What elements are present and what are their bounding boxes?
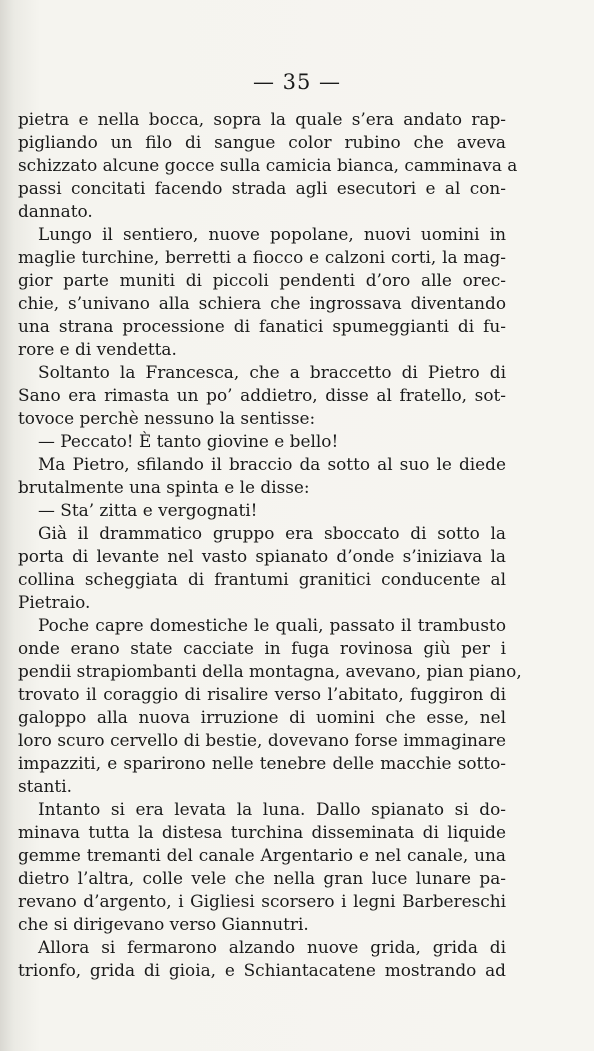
text-line: — Peccato! È tanto giovine e bello! [38,431,339,451]
text-line: Già il drammatico gruppo era sboccato di sotto la [38,523,506,543]
text-line: schizzato alcune gocce sulla camicia bianca, camminava a [18,155,518,175]
text-line: galoppo alla nuova irruzione di uomini che esse, nel [18,707,506,727]
paragraph [18,453,506,499]
text-line: onde erano state cacciate in fuga rovinosa giù per i [18,638,506,658]
text-line: loro scuro cervello di bestie, dovevano forse immaginare [18,730,506,750]
paragraph [18,499,506,522]
text-line: rore e di vendetta. [18,339,177,359]
paragraph [18,798,506,936]
text-line: chie, s’univano alla schiera che ingrossava diventando [18,293,506,313]
text-line: una strana processione di fanatici spumeggianti di fu- [18,316,506,336]
paragraph [18,614,522,798]
text-line: pigliando un filo di sangue color rubino che aveva [18,132,506,152]
text-line: maglie turchine, berretti a fiocco e calzoni corti, la mag- [18,247,506,267]
paragraph [18,936,506,982]
body-text [18,108,522,982]
text-line: stanti. [18,776,72,796]
text-line: tovoce perchè nessuno la sentisse: [18,408,316,428]
paragraph [18,522,506,614]
text-line: dannato. [18,201,93,221]
text-line: passi concitati facendo strada agli esecutori e al con- [18,178,506,198]
text-line: pendii strapiombanti della montagna, avevano, pian piano, [18,661,522,681]
paragraph [18,108,518,223]
paragraph [18,430,506,453]
text-line: revano d’argento, i Gigliesi scorsero i legni Barbereschi [18,891,506,911]
page-number: — 35 — [252,70,342,94]
text-line: gior parte muniti di piccoli pendenti d’oro alle orec- [18,270,506,290]
text-line: Lungo il sentiero, nuove popolane, nuovi uomini in [38,224,506,244]
text-line: Sano era rimasta un po’ addietro, disse al fratello, sot- [18,385,506,405]
text-line: — Sta’ zitta e vergognati! [38,500,258,520]
text-line: Ma Pietro, sfilando il braccio da sotto al suo le diede [38,454,506,474]
text-line: porta di levante nel vasto spianato d’onde s’iniziava la [18,546,506,566]
text-line: Soltanto la Francesca, che a braccetto di Pietro di [38,362,506,382]
text-line: minava tutta la distesa turchina disseminata di liquide [18,822,506,842]
paragraph [18,223,506,361]
text-line: trovato il coraggio di risalire verso l’abitato, fuggiron di [18,684,506,704]
text-line: impazziti, e sparirono nelle tenebre delle macchie sotto- [18,753,506,773]
paragraph [18,361,506,430]
text-line: dietro l’altra, colle vele che nella gran luce lunare pa- [18,868,506,888]
text-line: gemme tremanti del canale Argentario e nel canale, una [18,845,506,865]
text-line: Poche capre domestiche le quali, passato il trambusto [38,615,506,635]
text-line: pietra e nella bocca, sopra la quale s’era andato rap- [18,109,506,129]
text-line: Intanto si era levata la luna. Dallo spianato si do- [38,799,506,819]
text-line: brutalmente una spinta e le disse: [18,477,310,497]
text-line: collina scheggiata di frantumi granitici conducente al [18,569,506,589]
text-line: Allora si fermarono alzando nuove grida, grida di [38,937,506,957]
text-line: Pietraio. [18,592,91,612]
text-line: trionfo, grida di gioia, e Schiantacatene mostrando ad [18,960,506,980]
text-line: che si dirigevano verso Giannutri. [18,914,309,934]
